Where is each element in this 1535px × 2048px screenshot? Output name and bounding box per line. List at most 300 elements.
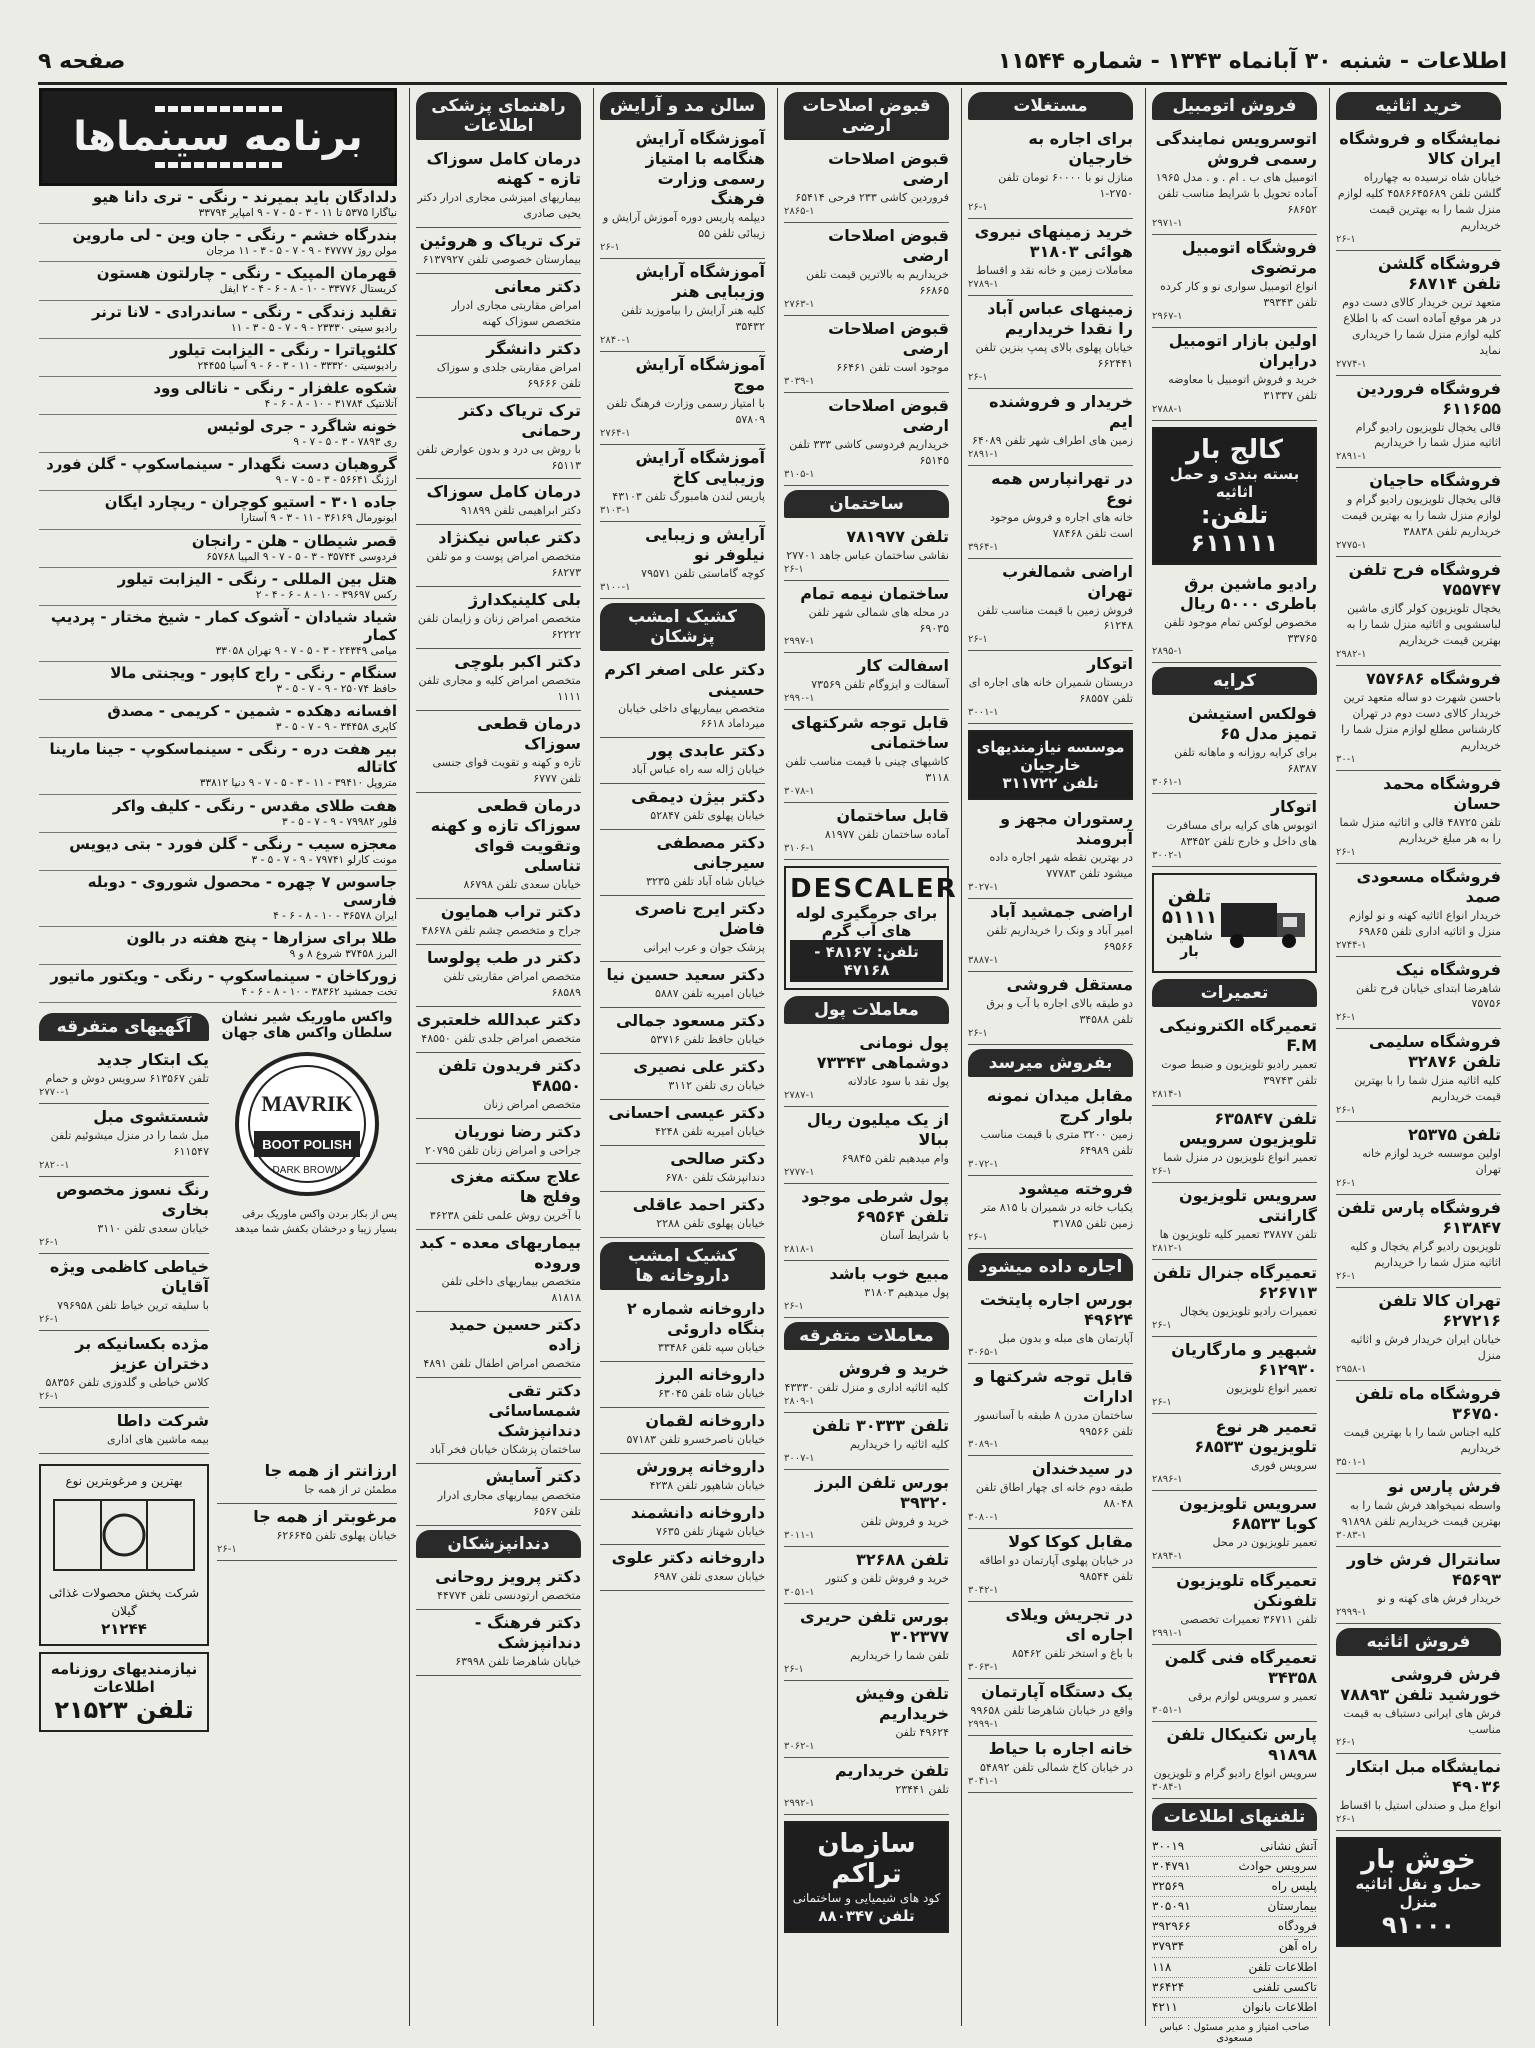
classified-ad — [1152, 328, 1317, 421]
ad-list — [416, 146, 581, 1526]
ad-reference: ۲۹۹۲-۱ — [784, 1797, 815, 1809]
ad-title: اولین بازار اتومبیل درایران — [1168, 330, 1317, 370]
ad-body: تلفن ۴۸۷۲۵ قالی و اثاثیه منزل شما را به هر مبلغ خریداریم — [1339, 815, 1501, 845]
ad-title: فروشگاه اتومبیل مرتضوی — [1181, 237, 1317, 277]
film-title: قهرمان المپیک - رنگی - چارلتون هستون — [96, 264, 397, 283]
ad-title: دکتر فریدون تلفن ۴۸۵۵۰ — [438, 1055, 581, 1095]
classified-ad — [784, 803, 949, 860]
classified-ad — [784, 1107, 949, 1184]
ad-body: موجود است تلفن ۶۶۴۶۱ — [836, 360, 949, 374]
ad-title: شرکت داطا — [116, 1411, 209, 1431]
ad-body: امراض مقاربتی مجاری ادرار متخصص سوزاک کهنه — [451, 298, 581, 328]
ad-reference: ۲۶-۱ — [784, 1663, 804, 1675]
publisher-note: صاحب امتیاز و مدیر مسئول : عباس مسعودی — [1159, 2022, 1310, 2045]
film-title: شیاد شیادان - آشوک کمار - شیخ مختار - پردیپ کمار — [50, 607, 397, 644]
classified-ad — [416, 1610, 581, 1676]
directory-label: سرویس حوادث — [1238, 1858, 1317, 1873]
classified-ad — [600, 1500, 765, 1546]
ad-body: انواع مبل و صندلی استیل با اقساط — [1339, 1799, 1501, 1813]
directory-row — [1152, 1998, 1317, 2018]
classified-ad — [416, 525, 581, 587]
ad-title: ارزانتر از همه جا — [264, 1461, 397, 1480]
directory-label: پلیس راه — [1271, 1878, 1317, 1893]
classified-ad — [1336, 1195, 1501, 1288]
ad-list — [217, 1458, 397, 1561]
film-title: زورکاخان - سینماسکوپ - رنگی - ویکتور ماتیور — [50, 967, 397, 986]
directory-row — [1152, 1937, 1317, 1957]
ad-title: فروشگاه پارس تلفن ۶۱۳۸۴۷ — [1337, 1198, 1501, 1238]
ad-body: اتومبیل های ب . ام . و . مدل ۱۹۶۵ آماده تحویل با شرایط مناسب تلفن ۶۸۶۵۲ — [1155, 171, 1317, 216]
film-title: هتل بین المللی - رنگی - الیزابت تیلور — [117, 569, 397, 588]
ad-reference: ۲۶-۱ — [784, 563, 804, 575]
showtimes: ری ۷۸۹۳ - ۳ - ۵ - ۷ - ۹ — [293, 436, 397, 449]
truck-icon — [1219, 893, 1309, 953]
classified-ad — [600, 1192, 765, 1238]
ad-body: با سلیقه ترین خیاط تلفن ۷۹۶۹۵۸ — [57, 1299, 209, 1313]
ad-reference: ۲۶-۱ — [1152, 1319, 1172, 1331]
ad-body: خرید و فروش اتومبیل با معاوضه تلفن ۳۱۳۳۷ — [1168, 372, 1317, 402]
ad-title: دکتر عبدالله خلعتبری — [416, 1009, 581, 1029]
ad-body: متخصص امراض زنان — [483, 1097, 581, 1111]
ad-body: مخصوص لوکس تمام موجود تلفن ۳۳۷۶۵ — [1164, 615, 1317, 645]
ad-title: قبوض اصلاحات ارضی — [828, 318, 949, 358]
ad-body: خیابان ری تلفن ۳۱۱۲ — [668, 1079, 765, 1092]
ad-title: داروخانه پرورش — [636, 1456, 765, 1476]
ad-reference: ۳۰۷۸-۱ — [784, 786, 815, 798]
ad-body: تلفن ۳۶۷۱۱ تعمیرات تخصصی — [1180, 1612, 1317, 1626]
ad-reference: ۳۰۵۱-۱ — [784, 1586, 815, 1598]
ad-title: دکتر مصطفی سیرجانی — [656, 833, 765, 873]
ad-reference: ۲۹۹۱-۱ — [1152, 1627, 1183, 1639]
classified-ad — [39, 1177, 209, 1254]
classified-ad — [600, 962, 765, 1008]
classified-ad — [968, 972, 1133, 1045]
classified-ad — [600, 1008, 765, 1054]
ad-body: متخصص بیماریهای مجاری ادرار تلفن ۶۵۶۷ — [437, 1489, 581, 1519]
ad-title: شستشوی مبل — [93, 1107, 209, 1127]
ad-reference: ۲۷۷۵-۱ — [1336, 540, 1367, 552]
film-title: بندرگاه خشم - رنگی - جان وین - لی ماروین — [72, 226, 397, 245]
showtimes: مونت کارلو ۷۹۷۴۱ - ۹ - ۷ - ۵ - ۳ — [251, 853, 397, 866]
ad-title: تعمیرگاه جنرال تلفن ۶۲۶۷۱۳ — [1153, 1262, 1317, 1302]
ad-body: انواع اتومبیل سواری نو و کار کرده تلفن ۳۹۳۴۳ — [1160, 279, 1317, 309]
ad-body: قالی یخچال تلویزیون رادیو گرام اثاثیه منزل شما را خریداریم — [1355, 420, 1501, 450]
directory-row — [1152, 1917, 1317, 1937]
ad-body: خیابان امیریه تلفن ۵۸۸۷ — [654, 987, 765, 1001]
directory-number: ۳۰۰۱۹ — [1152, 1838, 1185, 1853]
classified-ad — [416, 274, 581, 336]
ad-reference: ۲۷۸۸-۱ — [1152, 403, 1183, 415]
ad-reference: ۳۹۶۴-۱ — [968, 541, 999, 553]
ad-body: بیمارستان خصوصی تلفن ۶۱۳۷۹۲۷ — [422, 252, 581, 266]
ad-title: بهترین و مرغوبترین نوع — [65, 1474, 183, 1488]
cabinet-ad-box — [39, 1464, 209, 1646]
classified-ad — [968, 1083, 1133, 1176]
ad-body: خیابان شهناز تلفن ۷۶۳۵ — [655, 1524, 765, 1538]
classified-ad — [600, 830, 765, 896]
ad-phone: تلفن ۳۱۱۷۲۲ — [1002, 774, 1099, 793]
classified-ad — [784, 316, 949, 393]
classified-ad — [600, 738, 765, 784]
ad-title: دکتر ایرج ناصری فاضل — [634, 899, 765, 939]
showtimes: کریستال ۳۳۷۷۶ - ۱۰ - ۸ - ۶ - ۴ - ۲ ایفل — [219, 283, 397, 296]
ad-title: موسسه نیازمندیهای خارجیان — [976, 738, 1125, 775]
ad-title: زمینهای عباس آباد را نقدا خریداریم — [987, 298, 1133, 338]
ad-list — [1152, 126, 1317, 421]
classified-ad — [39, 1254, 209, 1331]
banner-title: برنامه سینماها — [73, 114, 363, 160]
classified-ad — [1152, 1337, 1317, 1414]
ad-reference: ۳۸۸۷-۱ — [968, 955, 999, 966]
directory-number: ۴۲۱۱ — [1152, 2000, 1178, 2014]
directory-row — [1152, 1857, 1317, 1877]
ad-body: جراح و متخصص چشم تلفن ۴۸۶۷۸ — [421, 923, 581, 937]
ad-body: پاریس لندن هامبورگ تلفن ۴۳۱۰۳ — [612, 489, 765, 503]
ad-title: درمان قطعی سوزاک تازه و کهنه وتقویت قوای تناسلی — [430, 795, 581, 875]
classified-ad — [1336, 864, 1501, 957]
ad-reference: ۲۹۵۸-۱ — [1336, 1363, 1367, 1375]
ad-body: خرید و فروش تلفن — [860, 1514, 949, 1528]
classified-ad — [600, 1362, 765, 1408]
ad-reference: ۳۰۸۳-۱ — [1336, 1529, 1367, 1541]
classified-ad — [416, 479, 581, 525]
ad-body: تعمیر تلویزیون در محل — [1212, 1535, 1317, 1549]
moving-ad-box — [1152, 427, 1317, 565]
classified-ad — [784, 1030, 949, 1107]
section-heading: بفروش میرسد — [968, 1049, 1133, 1077]
ad-body: کلیه اثاثیه اداری و منزل تلفن ۴۳۳۳۰ — [784, 1380, 949, 1394]
ad-title: شاهین بار — [1165, 928, 1214, 961]
ad-body: خیابان شاهپور تلفن ۴۲۳۸ — [649, 1478, 765, 1492]
section-heading: کرایه — [1152, 667, 1317, 695]
classified-ad — [416, 1164, 581, 1230]
ad-title: آموزشگاه آرایش وزیبایی کاخ — [635, 447, 765, 487]
ad-body: فروش زمین با قیمت مناسب تلفن ۶۱۲۴۸ — [977, 603, 1133, 633]
ad-body: با روش بی درد و بدون عوارض تلفن ۶۵۱۱۳ — [416, 442, 581, 472]
ad-body: خیابان امیریه تلفن ۴۲۴۸ — [654, 1124, 765, 1138]
ad-reference: ۳۱۰۰-۱ — [600, 581, 631, 593]
ad-body: خیابان ایران خریدار فرش و اثاثیه منزل — [1350, 1333, 1501, 1362]
ad-list — [968, 126, 1133, 724]
ad-title: نمایشگاه مبل ابتکار ۴۹۰۳۶ — [1346, 1757, 1501, 1797]
classified-ad — [1336, 376, 1501, 469]
directory-number: ۱۱۸ — [1152, 1959, 1172, 1974]
ad-title: دکتر آسایش — [485, 1467, 581, 1487]
directory-label: تاکسی تلفنی — [1252, 1979, 1317, 1994]
ad-body: تعمیر رادیو تلویزیون و ضبط صوت تلفن ۳۹۷۴۳ — [1161, 1058, 1317, 1088]
ad-title: دکتر اکبر بلوچی — [454, 652, 581, 672]
ad-title: دکتر تراب همایون — [440, 901, 581, 921]
classified-ad — [416, 1053, 581, 1119]
ad-list — [968, 1287, 1133, 1793]
ad-body: خیابان پهلوی تلفن ۵۲۸۴۷ — [650, 809, 765, 823]
ad-reference: ۲۶-۱ — [1336, 233, 1356, 245]
ad-body: واقع در خیابان شاهرضا تلفن ۹۹۶۵۸ — [970, 1704, 1133, 1718]
classified-ad — [39, 1408, 209, 1454]
directory-number: ۳۲۵۶۹ — [1152, 1878, 1185, 1893]
ad-list — [784, 1356, 949, 1815]
classified-ad — [1152, 1568, 1317, 1645]
ad-reference: ۲۷۴۴-۱ — [1336, 939, 1367, 951]
cinema-listing — [39, 530, 397, 568]
ad-title: اتوکار — [1086, 654, 1133, 674]
ad-body: کاشیهای چینی با قیمت مناسب تلفن ۳۱۱۸ — [785, 755, 949, 785]
film-title: کلئوپاترا - رنگی - الیزابت تیلور — [169, 340, 397, 359]
ad-title: تلفن ۷۸۱۹۷۷ — [846, 526, 949, 546]
film-title: جاسوس ۷ چهره - محصول شوروی - دوبله فارسی — [87, 872, 397, 909]
classified-ad — [968, 1679, 1133, 1736]
ad-title: تلفن ۳۲۶۸۸ — [856, 1549, 949, 1569]
descaler-ad-box — [784, 866, 958, 990]
directory-number: ۳۷۹۳۴ — [1152, 1939, 1185, 1954]
ad-title: در سیدخندان — [1032, 1459, 1133, 1479]
showtimes: حافظ ۲۵۰۷۴ - ۹ - ۷ - ۵ - ۳ — [276, 683, 397, 696]
ad-title: بورس اجاره پایتخت ۴۹۶۲۴ — [979, 1289, 1133, 1329]
classified-ad — [600, 1408, 765, 1454]
ad-title: از یک میلیون ریال ببالا — [806, 1110, 949, 1150]
ad-reference: ۳۱۰۶-۱ — [784, 843, 815, 855]
ad-reference: ۳۰۶۵-۱ — [968, 1346, 999, 1358]
ad-list — [968, 1083, 1133, 1249]
classified-ad — [600, 1296, 765, 1362]
film-title: بیر هفت دره - رنگی - سینماسکوپ - جینا مارینا کاتاله — [49, 740, 397, 777]
ad-body: شاهرضا ابتدای خیابان فرح تلفن ۷۵۷۵۶ — [1355, 981, 1501, 1011]
ad-title: فولکس استیشن تمیز مدل ۶۵ — [1188, 704, 1317, 744]
ad-body: خرید و فروش تلفن و کنتور — [825, 1571, 949, 1585]
ad-reference: ۲۶-۱ — [784, 1300, 804, 1312]
ad-title: خوش بار — [1361, 1845, 1476, 1876]
ad-reference: ۳۰۶۱-۱ — [1152, 777, 1183, 789]
ad-reference: ۲۶-۱ — [1336, 1178, 1356, 1190]
classified-ad — [600, 352, 765, 445]
classified-ad — [968, 1287, 1133, 1364]
classified-ad — [1336, 957, 1501, 1030]
ad-body: خیابان شاه نرسیده به چهارراه گلشن تلفن ۴۵۸۶۶۴۵۶۸۹ کلیه لوازم منزل شما را به بهترین قیمت خریداریم — [1337, 171, 1501, 232]
ad-body: دکتر ابراهیمی تلفن ۹۱۸۹۹ — [460, 504, 581, 518]
ad-title: فروشگاه فرح تلفن ۷۵۵۷۴۷ — [1348, 560, 1501, 600]
column-land-bonds — [777, 88, 958, 2026]
ad-body: تعمیر و سرویس لوازم برقی — [1188, 1689, 1317, 1703]
showtimes: آتلانتیک ۳۱۷۸۴ - ۱۰ - ۸ - ۶ - ۴ — [264, 397, 397, 410]
ad-title: قابل توجه شرکتها و ادارات — [974, 1366, 1133, 1406]
ad-reference: ۳۰۴۱-۱ — [968, 1776, 999, 1787]
ad-list — [784, 524, 949, 861]
ad-reference: ۲۷۸۹-۱ — [968, 278, 999, 290]
classified-ad — [217, 1504, 397, 1561]
ad-title: تلفن ۲۵۳۷۵ — [1408, 1125, 1501, 1145]
directory-number: ۳۹۲۹۶۶ — [1152, 1919, 1191, 1934]
film-title: هفت طلای مقدس - رنگی - کلیف واکر — [112, 796, 397, 815]
ad-body: تلفن ۶۱۳۵۶۷ سرویس دوش و حمام — [45, 1072, 209, 1086]
ad-body: معاملات زمین و خانه نقد و اقساط — [975, 263, 1133, 277]
ad-body: متخصص ارتودنسی تلفن ۴۴۷۷۴ — [436, 1589, 581, 1602]
ad-reference: ۳۰۸۰-۱ — [968, 1512, 999, 1524]
ad-phone: تلفن ۸۸۰۳۴۷ — [818, 1906, 915, 1925]
ad-reference: ۲۶-۱ — [968, 1231, 988, 1243]
ad-title: خیاطی کاظمی ویژه آقایان — [49, 1257, 209, 1297]
ad-reference: ۲۶-۱ — [1336, 846, 1356, 858]
classified-ad — [600, 1545, 765, 1591]
ad-body: متعهد ترین خریدار کالای دست دوم در هر موقع آماده است که با اطلاع کلیه لوازم منزل شما را خریداری نماید — [1342, 295, 1501, 357]
ad-reference: ۲۸۴۰-۱ — [600, 334, 631, 346]
cinema-listing — [39, 568, 397, 606]
page-number: صفحه ۹ — [38, 48, 126, 74]
ad-title: یک دستگاه آپارتمان — [981, 1682, 1133, 1702]
cinema-listing — [39, 700, 397, 738]
classified-ad — [1152, 1183, 1317, 1260]
section-heading: فروش اثاثیه — [1336, 1628, 1501, 1656]
classified-ad — [416, 336, 581, 398]
showtimes: نیاگارا ۵۳۷۵ تا ۱۱ - ۳ - ۵ - ۷ - ۹ امپایر ۳۳۷۹۴ — [198, 207, 397, 219]
masthead-date: اطلاعات - شنبه ۳۰ آبانماه ۱۳۴۳ - شماره ۱۱۵۴۴ — [997, 48, 1507, 74]
ad-title: داروخانه دکتر علوی — [611, 1548, 765, 1568]
ad-phone: ۹۱۰۰۰ — [1381, 1911, 1456, 1940]
classified-ad — [416, 587, 581, 649]
ad-reference: ۲۸۱۴-۱ — [1152, 1089, 1183, 1101]
ad-body: خیابان حافظ تلفن ۵۳۷۱۶ — [650, 1033, 765, 1047]
directory-label: آتش نشانی — [1260, 1838, 1317, 1853]
ad-subtitle: شرکت پخش محصولات غذائی گیلان — [48, 1586, 200, 1618]
ad-body: کلیه اثاثیه منزل شما را با بهترین قیمت خریداریم — [1354, 1074, 1501, 1104]
ad-body: بیمه ماشین های اداری — [107, 1433, 209, 1447]
ad-title: دکتر عابدی پور — [647, 741, 765, 761]
ad-title: اتوکار — [1270, 797, 1317, 817]
polish-brand: MAVRIK — [261, 1091, 353, 1117]
film-title: سنگام - رنگی - راج کاپور - ویجنتی مالا — [110, 664, 397, 683]
ad-body: تلفن شما را خریداریم — [850, 1648, 949, 1662]
moving-ad-box — [1336, 1837, 1501, 1947]
ad-reference: ۳۱۰۳-۱ — [600, 504, 631, 516]
ad-list — [1336, 1662, 1501, 1832]
column-real-estate — [961, 88, 1139, 2026]
ad-title: رادیو ماشین برق باطری ۵۰۰۰ ریال — [1179, 573, 1317, 613]
ad-title: قبوض اصلاحات ارضی — [828, 395, 949, 435]
ad-reference: ۲۸۹۴-۱ — [1152, 1550, 1183, 1562]
ad-title: قابل توجه شرکتهای ساختمانی — [791, 713, 949, 753]
classified-ad — [784, 1356, 949, 1413]
ad-reference: ۲۹۹۹-۱ — [968, 1719, 999, 1731]
cinema-listing — [39, 301, 397, 339]
ad-title: ساختمان نیمه تمام — [800, 583, 949, 603]
showtimes: رادیو سیتی ۲۳۳۳۰ - ۹ - ۷ - ۵ - ۳ - ۱۱ — [231, 321, 397, 334]
cinema-banner — [39, 88, 397, 186]
ad-body: خیابان سعدی تلفن ۸۶۷۹۸ — [463, 877, 581, 891]
classified-ad — [1152, 1645, 1317, 1722]
classified-ad — [600, 1146, 765, 1192]
ad-title: فروشگاه سلیمی تلفن ۳۲۸۷۶ — [1368, 1032, 1501, 1072]
ad-body: تازه و کهنه و تقویت قوای جنسی تلفن ۶۷۷۷ — [432, 756, 581, 785]
ad-body: قالی یخچال تلویزیون رادیو گرام و لوازم منزل شما را به بهترین قیمت خریداریم تلفن ۳۸۸۳۸ — [1341, 493, 1501, 539]
film-title: دلدادگان باید بمیرند - رنگی - تری دانا هیو — [92, 188, 397, 206]
ad-body: خیابان ناصرخسرو تلفن ۵۷۱۸۳ — [626, 1432, 765, 1446]
classified-ad — [416, 1312, 581, 1378]
ad-body: تعمیر انواع تلویزیون در منزل شما — [1163, 1151, 1317, 1165]
ad-reference: ۲۶-۱ — [217, 1543, 237, 1555]
cinema-listing — [39, 738, 397, 794]
ad-title: درمان کامل سوزاک تازه - کهنه — [426, 149, 581, 188]
ad-body: زمین های اطراف شهر تلفن ۶۴۰۸۹ — [971, 433, 1133, 447]
ad-body: ۴۹۶۲۴ تلفن — [895, 1725, 949, 1739]
section-heading: خرید اثاثیه — [1336, 92, 1501, 120]
ad-title: دکتر مسعود جمالی — [615, 1011, 765, 1031]
ad-body: پول میدهیم ۳۱۸۰۳ — [864, 1286, 949, 1299]
ad-body: آسفالت و ایزوگام تلفن ۷۳۵۶۹ — [811, 678, 949, 692]
ad-title: دکتر احمد عاقلی — [632, 1194, 765, 1214]
ad-reference: ۲۹۹۰-۱ — [784, 693, 815, 705]
ad-reference: ۲۸۹۵-۱ — [1152, 646, 1183, 658]
ad-title: تلفن خریداریم — [834, 1760, 949, 1780]
classified-ad — [784, 581, 949, 654]
ad-body: خیابان پهلوی تلفن ۶۲۶۶۴۵ — [276, 1528, 397, 1542]
showtimes: میامی ۲۴۳۴۹ - ۳ - ۵ - ۷ - ۹ تهران ۳۳۰۵۸ — [215, 644, 397, 657]
film-title: جاده ۳۰۱ - استیو کوچران - ریچارد ایگان — [104, 493, 397, 512]
ad-title: پول شرطی موجود تلفن ۶۹۵۶۴ — [801, 1187, 949, 1227]
classified-ad — [784, 393, 949, 486]
classified-ad — [784, 1547, 949, 1604]
ad-subtitle: سلطان واکس های جهان — [221, 1025, 393, 1042]
classified-ad — [784, 1470, 949, 1547]
ad-body: پزشک جوان و عرب ایرانی — [643, 941, 765, 955]
cabinet-icon — [49, 1490, 199, 1580]
section-heading: معاملات پول — [784, 996, 949, 1024]
classified-ad — [968, 296, 1133, 389]
ad-body: خیابان شاه تلفن ۶۳۰۴۵ — [658, 1386, 765, 1400]
classified-ad — [968, 466, 1133, 559]
ad-title: درمان کامل سوزاک — [426, 482, 581, 502]
ad-title: تعمیرگاه الکترونیکی F.M — [1159, 1016, 1317, 1056]
ad-reference: ۲۶-۱ — [968, 371, 988, 383]
ad-body: یخچال تلویزیون کولر گازی ماشین لباسشویی و اثاثیه منزل شما را به بهترین قیمت خریداریم — [1346, 602, 1501, 648]
ad-body: در محله های شمالی شهر تلفن ۶۹۰۳۵ — [808, 605, 949, 635]
ad-title: دکتر علی نصیری — [633, 1057, 765, 1076]
ad-phone: تلفن: ۴۸۱۶۷ - ۴۷۱۶۸ — [790, 940, 943, 982]
classified-ad — [1152, 126, 1317, 235]
ad-title: تهران کالا تلفن ۶۲۷۲۱۶ — [1378, 1291, 1501, 1330]
ad-list — [416, 1564, 581, 1676]
ad-reference: ۲۶-۱ — [1336, 1105, 1356, 1117]
ad-body: پس از بکار بردن واکس ماوریک برقی بسیار زیبا و درخشان بکفش شما میدهد — [234, 1209, 397, 1236]
directory-number: ۳۰۵۰۹۱ — [1152, 1899, 1191, 1914]
ad-list — [600, 657, 765, 1238]
ad-body: زمین ۳۲۰۰ متری با قیمت مناسب تلفن ۶۴۹۸۹ — [980, 1127, 1133, 1157]
section-heading: فروش اتومبیل — [1152, 92, 1317, 120]
classified-ad — [968, 651, 1133, 724]
ad-body: تعمیر انواع تلویزیون — [1226, 1381, 1317, 1395]
classified-ad — [784, 653, 949, 710]
ad-title: دکتر رضا نوریان — [454, 1121, 581, 1141]
ad-title: تلفن ۳۰۳۳۳ تلفن — [812, 1415, 949, 1435]
ad-list — [1336, 126, 1501, 1624]
ad-body: تلویزیون رادیو گرام یخچال و کلیه اثاثیه منزل شما را خریداریم — [1349, 1240, 1501, 1270]
classified-ad — [416, 398, 581, 480]
cinema-listing — [39, 662, 397, 700]
cinema-listing — [39, 186, 397, 224]
ad-body: وام میدهیم تلفن ۶۹۸۴۵ — [841, 1152, 949, 1166]
ad-title: فروشگاه حاجیان — [1369, 471, 1501, 491]
directory-row — [1152, 1897, 1317, 1917]
film-strip-icon — [73, 106, 362, 112]
ad-body: یکباب خانه در شمیران با ۸۱۵ متر زمین تلفن ۳۱۷۸۵ — [981, 1200, 1133, 1230]
ad-body: بیماریهای امیزشی مجاری ادرار دکتر یحیی صادری — [417, 191, 581, 220]
classified-ad — [416, 711, 581, 793]
ad-body: متخصص امراض اطفال تلفن ۴۸۹۱ — [423, 1357, 581, 1371]
section-heading: قبوض اصلاحات ارضی — [784, 92, 949, 140]
section-heading: مستغلات — [968, 92, 1133, 120]
polish-type: BOOT POLISH — [262, 1137, 352, 1153]
ad-title: پول نومانی دوشماهی ۷۳۳۴۳ — [816, 1033, 949, 1073]
classified-ad — [968, 126, 1133, 219]
ad-reference: ۲۷۶۳-۱ — [784, 298, 815, 310]
